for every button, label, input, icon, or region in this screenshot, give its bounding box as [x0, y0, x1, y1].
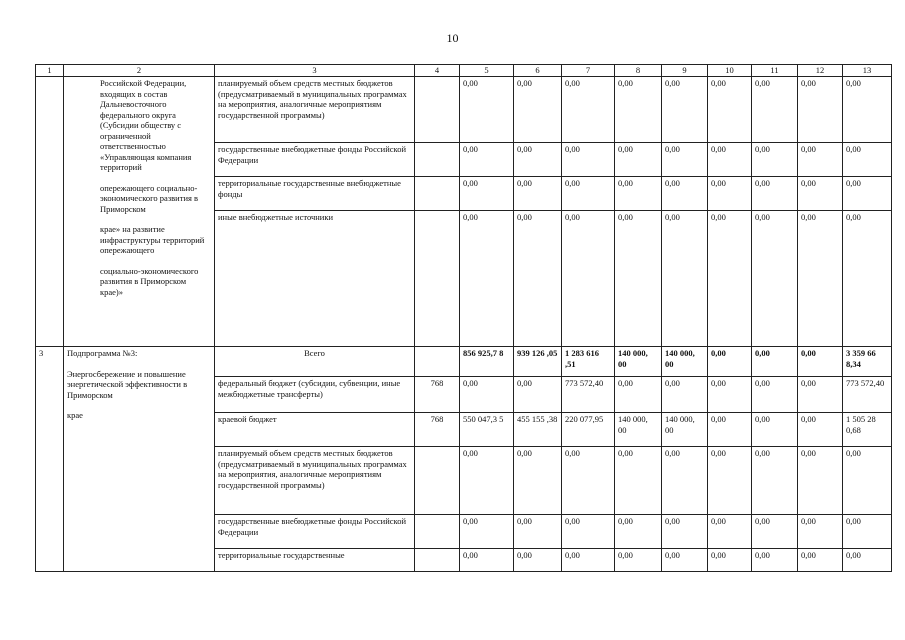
value-cell: 1 283 616 ,51: [562, 347, 615, 377]
value-cell: 0,00: [752, 177, 798, 211]
funding-source-cell: иные внебюджетные источники: [215, 211, 415, 347]
value-cell: 856 925,7 8: [460, 347, 514, 377]
value-cell: 0,00: [752, 413, 798, 447]
program-name-text: крае» на развитие инфраструктуры территорий опережающего: [100, 224, 205, 255]
value-cell: 0,00: [460, 549, 514, 572]
value-cell: 0,00: [460, 143, 514, 177]
program-name-text: Подпрограмма №3:: [67, 348, 138, 358]
value-cell: 0,00: [460, 77, 514, 143]
value-cell: 0,00: [798, 211, 843, 347]
header-cell: 5: [460, 65, 514, 77]
value-cell: 0,00: [562, 143, 615, 177]
value-cell: 0,00: [798, 177, 843, 211]
value-cell: 0,00: [752, 143, 798, 177]
code-cell: [415, 347, 460, 377]
code-cell: [415, 447, 460, 515]
value-cell: 0,00: [562, 447, 615, 515]
value-cell: 0,00: [460, 377, 514, 413]
value-cell: 0,00: [752, 515, 798, 549]
value-cell: 939 126 ,05: [514, 347, 562, 377]
value-cell: 0,00: [662, 377, 708, 413]
value-cell: 0,00: [752, 347, 798, 377]
value-cell: 0,00: [708, 77, 752, 143]
budget-table: [35, 64, 892, 572]
code-cell: [415, 77, 460, 143]
value-cell: 0,00: [708, 143, 752, 177]
value-cell: 0,00: [662, 515, 708, 549]
code-cell: 768: [415, 413, 460, 447]
row-number-cell: [36, 77, 64, 347]
value-cell: 0,00: [514, 211, 562, 347]
value-cell: 1 505 28 0,68: [843, 413, 892, 447]
value-cell: 3 359 66 8,34: [843, 347, 892, 377]
value-cell: 0,00: [843, 177, 892, 211]
value-cell: 0,00: [562, 211, 615, 347]
table-row: [36, 347, 892, 377]
code-cell: [415, 549, 460, 572]
value-cell: 0,00: [843, 447, 892, 515]
value-cell: 0,00: [752, 211, 798, 347]
header-cell: 9: [662, 65, 708, 77]
header-cell: 6: [514, 65, 562, 77]
value-cell: 0,00: [798, 447, 843, 515]
header-cell: 13: [843, 65, 892, 77]
row-number-cell: 3: [36, 347, 64, 572]
page-number: 10: [446, 31, 459, 45]
code-cell: [415, 515, 460, 549]
value-cell: 140 000, 00: [662, 347, 708, 377]
funding-source-cell: планируемый объем средств местных бюджетов (предусматриваемый в муниципальных программах на мероприятия, аналогичные мероприятиям государственной программы): [215, 447, 415, 515]
value-cell: 0,00: [514, 77, 562, 143]
value-cell: 0,00: [752, 447, 798, 515]
value-cell: 0,00: [514, 515, 562, 549]
funding-source-cell: государственные внебюджетные фонды Российской Федерации: [215, 143, 415, 177]
value-cell: 0,00: [708, 549, 752, 572]
value-cell: 0,00: [662, 549, 708, 572]
header-cell: 4: [415, 65, 460, 77]
funding-source-cell: государственные внебюджетные фонды Российской Федерации: [215, 515, 415, 549]
value-cell: 0,00: [615, 77, 662, 143]
value-cell: 0,00: [708, 515, 752, 549]
value-cell: 0,00: [843, 549, 892, 572]
value-cell: 0,00: [708, 413, 752, 447]
funding-source-cell: федеральный бюджет (субсидии, субвенции, иные межбюджетные трансферты): [215, 377, 415, 413]
value-cell: 140 000, 00: [615, 347, 662, 377]
value-cell: 0,00: [662, 77, 708, 143]
program-name-text: опережающего социально-экономического развития в Приморском: [100, 182, 199, 214]
value-cell: 0,00: [615, 377, 662, 413]
value-cell: 0,00: [562, 177, 615, 211]
header-cell: 10: [708, 65, 752, 77]
program-name-text: крае: [67, 410, 83, 420]
value-cell: 0,00: [662, 211, 708, 347]
code-cell: [415, 211, 460, 347]
value-cell: 0,00: [708, 211, 752, 347]
value-cell: 0,00: [752, 377, 798, 413]
value-cell: 0,00: [798, 77, 843, 143]
value-cell: 0,00: [615, 211, 662, 347]
value-cell: 140 000, 00: [662, 413, 708, 447]
program-name-text: Энергосбережение и повышение энергетической эффективности в Приморском: [67, 368, 188, 400]
table-row: [36, 77, 892, 143]
funding-source-cell: планируемый объем средств местных бюджетов (предусматриваемый в муниципальных программах на мероприятия, аналогичные мероприятиям государственной программы): [215, 77, 415, 143]
value-cell: 0,00: [615, 143, 662, 177]
value-cell: 0,00: [615, 515, 662, 549]
value-cell: 0,00: [843, 77, 892, 143]
value-cell: 0,00: [708, 177, 752, 211]
value-cell: 0,00: [562, 549, 615, 572]
value-cell: 0,00: [615, 447, 662, 515]
program-name-text: социально-экономического развития в Приморском крае)»: [100, 265, 199, 297]
value-cell: 0,00: [662, 177, 708, 211]
header-cell: 1: [36, 65, 64, 77]
value-cell: 0,00: [708, 447, 752, 515]
value-cell: 0,00: [562, 515, 615, 549]
value-cell: 0,00: [662, 143, 708, 177]
program-name-cell: [64, 77, 215, 347]
header-cell: 3: [215, 65, 415, 77]
value-cell: 0,00: [798, 143, 843, 177]
value-cell: 0,00: [843, 143, 892, 177]
header-cell: 11: [752, 65, 798, 77]
value-cell: 0,00: [708, 347, 752, 377]
value-cell: 0,00: [798, 377, 843, 413]
value-cell: 0,00: [460, 211, 514, 347]
value-cell: 0,00: [752, 549, 798, 572]
value-cell: 0,00: [798, 515, 843, 549]
value-cell: 550 047,3 5: [460, 413, 514, 447]
value-cell: 0,00: [514, 143, 562, 177]
value-cell: 773 572,40: [843, 377, 892, 413]
header-cell: 12: [798, 65, 843, 77]
header-cell: 2: [64, 65, 215, 77]
value-cell: 0,00: [662, 447, 708, 515]
value-cell: 0,00: [752, 77, 798, 143]
value-cell: 0,00: [798, 347, 843, 377]
program-name-cell: [64, 347, 215, 572]
header-cell: 8: [615, 65, 662, 77]
value-cell: 455 155 ,38: [514, 413, 562, 447]
value-cell: 0,00: [514, 177, 562, 211]
value-cell: 0,00: [708, 377, 752, 413]
value-cell: 0,00: [615, 177, 662, 211]
funding-source-cell: территориальные государственные внебюджетные фонды: [215, 177, 415, 211]
value-cell: 0,00: [460, 447, 514, 515]
program-name-text: Российской Федерации, входящих в состав Дальневосточного федерального округа (Субсидии обществу с ограниченной ответственностью «Управляющая компания территорий: [100, 78, 192, 172]
value-cell: 0,00: [798, 549, 843, 572]
value-cell: 0,00: [843, 211, 892, 347]
funding-source-cell: Всего: [215, 347, 415, 377]
value-cell: 0,00: [460, 177, 514, 211]
value-cell: 0,00: [615, 549, 662, 572]
funding-source-cell: территориальные государственные: [215, 549, 415, 572]
value-cell: 220 077,95: [562, 413, 615, 447]
code-cell: [415, 177, 460, 211]
funding-source-cell: краевой бюджет: [215, 413, 415, 447]
code-cell: 768: [415, 377, 460, 413]
value-cell: 0,00: [843, 515, 892, 549]
value-cell: 0,00: [562, 77, 615, 143]
value-cell: 0,00: [514, 377, 562, 413]
value-cell: 0,00: [514, 447, 562, 515]
code-cell: [415, 143, 460, 177]
value-cell: 140 000, 00: [615, 413, 662, 447]
value-cell: 0,00: [798, 413, 843, 447]
value-cell: 0,00: [460, 515, 514, 549]
value-cell: 773 572,40: [562, 377, 615, 413]
value-cell: 0,00: [514, 549, 562, 572]
header-row: [36, 65, 892, 77]
header-cell: 7: [562, 65, 615, 77]
